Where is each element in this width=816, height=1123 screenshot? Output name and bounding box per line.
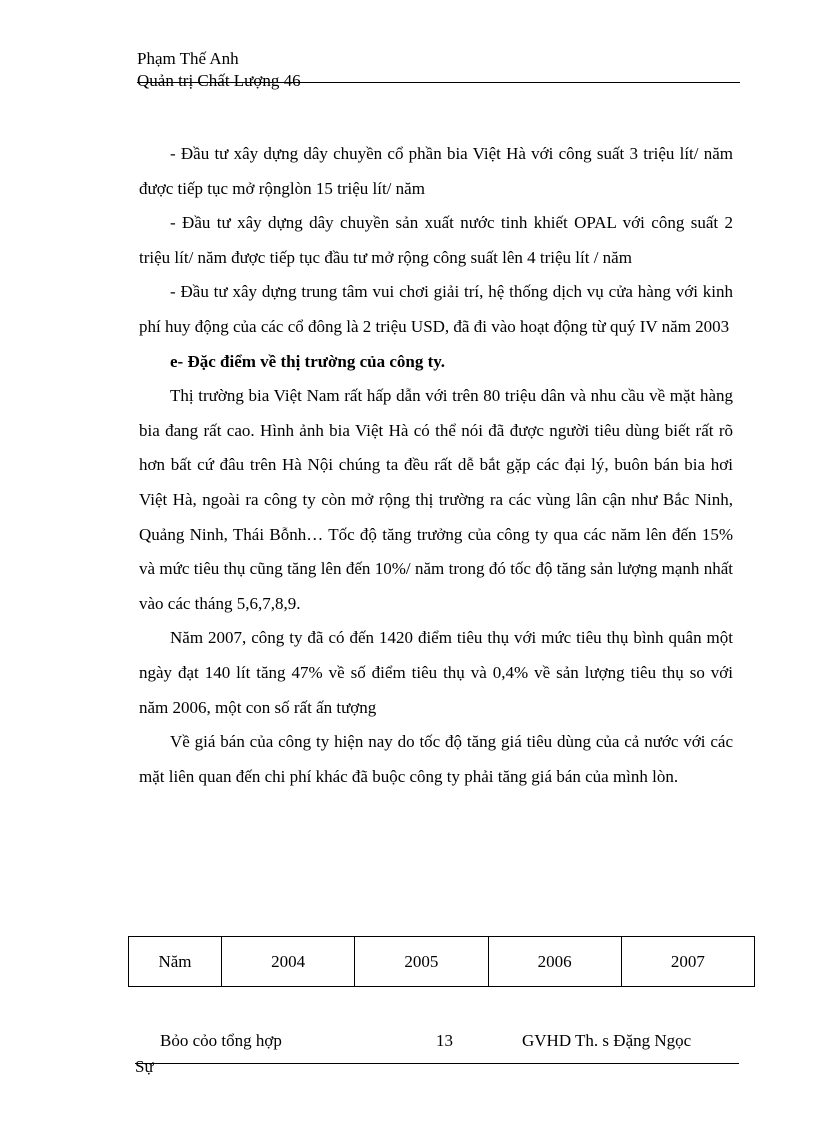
author-name: Phạm Thế Anh bbox=[137, 49, 239, 68]
investment-item: - Đầu tư xây dựng dây chuyền sản xuất nước tinh khiết OPAL với công suất 2 triệu lít/ năm được tiếp tục đầu tư mở rộng công suất lên 4 triệu lít / năm bbox=[139, 213, 733, 267]
investment-item: - Đầu tư xây dựng dây chuyền cổ phần bia Việt Hà với công suất 3 triệu lít/ năm được tiếp tục mở rộnglòn 15 triệu lít/ năm bbox=[139, 144, 733, 198]
investment-list bbox=[139, 137, 733, 794]
market-paragraph: Thị trường bia Việt Nam rất hấp dẫn với trên 80 triệu dân và nhu cầu về mặt hàng bia đang rất cao. Hình ảnh bia Việt Hà có thể nói đã được người tiêu dùng biết rất rõ hơn bất cứ đâu trên Hà Nội chúng ta đều rất dễ bắt gặp các đại lý, buôn bán bia hơi Việt Hà, ngoài ra công ty còn mở rộng thị trường ra các vùng lân cận như Bắc Ninh, Quảng Ninh, Thái Bỗnh… Tốc độ tăng trưởng của công ty qua các năm lên đến 15% và mức tiêu thụ cũng tăng lên đến 10%/ năm trong đó tốc độ tăng sản lượng mạnh nhất vào các tháng 5,6,7,8,9. bbox=[139, 386, 733, 613]
year-cell: 2007 bbox=[621, 937, 754, 987]
footer-supervisor-wrap: Sự bbox=[135, 1057, 154, 1076]
market-paragraph: Về giá bán của công ty hiện nay do tốc độ tăng giá tiêu dùng của cả nước với các mặt liên quan đến chi phí khác đã buộc công ty phải tăng giá bán của mình lòn. bbox=[139, 732, 733, 786]
page-number: 13 bbox=[436, 1031, 453, 1050]
table-header-cell: Năm bbox=[129, 937, 222, 987]
year-cell: 2006 bbox=[488, 937, 621, 987]
year-cell: 2005 bbox=[355, 937, 488, 987]
course-name: Quản trị Chất Lượng 46 bbox=[137, 71, 301, 90]
footer-rule bbox=[135, 1063, 739, 1064]
section-heading: e- Đặc điểm về thị trường của công ty. bbox=[170, 351, 446, 371]
footer-supervisor: GVHD Th. s Đặng Ngọc bbox=[522, 1031, 692, 1050]
footer-report-title: Bỏo cỏo tổng hợp bbox=[160, 1031, 282, 1050]
header-rule bbox=[137, 82, 740, 83]
price-table bbox=[128, 936, 755, 987]
year-cell: 2004 bbox=[222, 937, 355, 987]
page-header bbox=[137, 48, 301, 92]
investment-item: - Đầu tư xây dựng trung tâm vui chơi giải trí, hệ thống dịch vụ cửa hàng với kinh phí huy động của các cổ đông là 2 triệu USD, đã đi vào hoạt động từ quý IV năm 2003 bbox=[139, 282, 733, 336]
table-row bbox=[129, 937, 755, 987]
market-paragraph: Năm 2007, công ty đã có đến 1420 điểm tiêu thụ với mức tiêu thụ bình quân một ngày đạt 140 lít tăng 47% về số điểm tiêu thụ và 0,4% về sản lượng tiêu thụ so với năm 2006, một con số rất ấn tượng bbox=[139, 628, 733, 717]
